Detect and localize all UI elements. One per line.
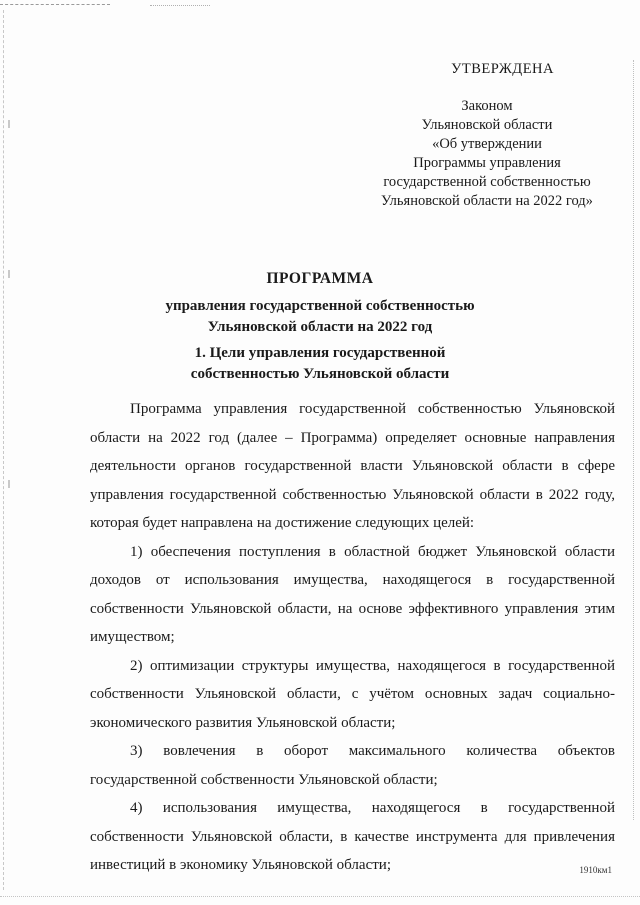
body-text: [90, 395, 615, 880]
approval-line: Ульяновской области на 2022 год»: [381, 193, 593, 209]
scan-artifact-top-2: [150, 5, 210, 6]
scan-artifact-left: [3, 10, 4, 890]
scan-artifact-right: [633, 60, 634, 820]
program-heading: ПРОГРАММА: [266, 270, 374, 287]
approval-line: государственной собственностью: [383, 174, 591, 190]
approval-block: [362, 60, 612, 211]
list-item-goal-1: 1) обеспечения поступления в областной бюджет Ульяновской области доходов от использования имущества, находящегося в государственной собственности Ульяновской области, на основе эффективного управления этим имуществом;: [90, 543, 615, 645]
approval-line: Ульяновской области: [421, 117, 553, 133]
list-item-goal-3: 3) вовлечения в оборот максимального количества объектов государственной собственности Ульяновской области;: [90, 743, 615, 788]
section-heading-line: 1. Цели управления государственной: [194, 345, 446, 361]
section-heading-line: собственностью Ульяновской области: [190, 366, 450, 382]
scan-artifact-bottom: [0, 896, 640, 897]
scan-mark: [8, 480, 10, 488]
list-item-goal-2: 2) оптимизации структуры имущества, находящегося в государственной собственности Ульяновской области, с учётом основных задач социально-экономического развития Ульяновской области;: [90, 657, 615, 731]
approval-line: Программы управления: [413, 155, 561, 171]
program-title-block: [0, 268, 640, 338]
list-item-goal-4: 4) использования имущества, находящегося в государственной собственности Ульяновской области, в качестве инструмента для привлечения инвестиций в экономику Ульяновской области;: [90, 800, 615, 873]
approval-line: «Об утверждении: [432, 136, 542, 152]
program-subtitle-line: управления государственной собственностью: [165, 298, 475, 314]
page-code: 1910км1: [579, 865, 612, 875]
scan-artifact-top: [0, 4, 110, 5]
scan-mark: [8, 120, 10, 128]
approval-title: УТВЕРЖДЕНА: [451, 61, 554, 77]
paragraph-intro: Программа управления государственной собственностью Ульяновской области на 2022 год (далее – Программа) определяет основные направления деятельности органов государственной власти Ульяновской области в сфере управления государственной собственностью Ульяновской области в 2022 году, которая будет направлена на достижение следующих целей:: [90, 401, 615, 531]
program-subtitle-line: Ульяновской области на 2022 год: [207, 319, 433, 335]
section-heading: [0, 343, 640, 385]
approval-line: Законом: [461, 98, 513, 114]
